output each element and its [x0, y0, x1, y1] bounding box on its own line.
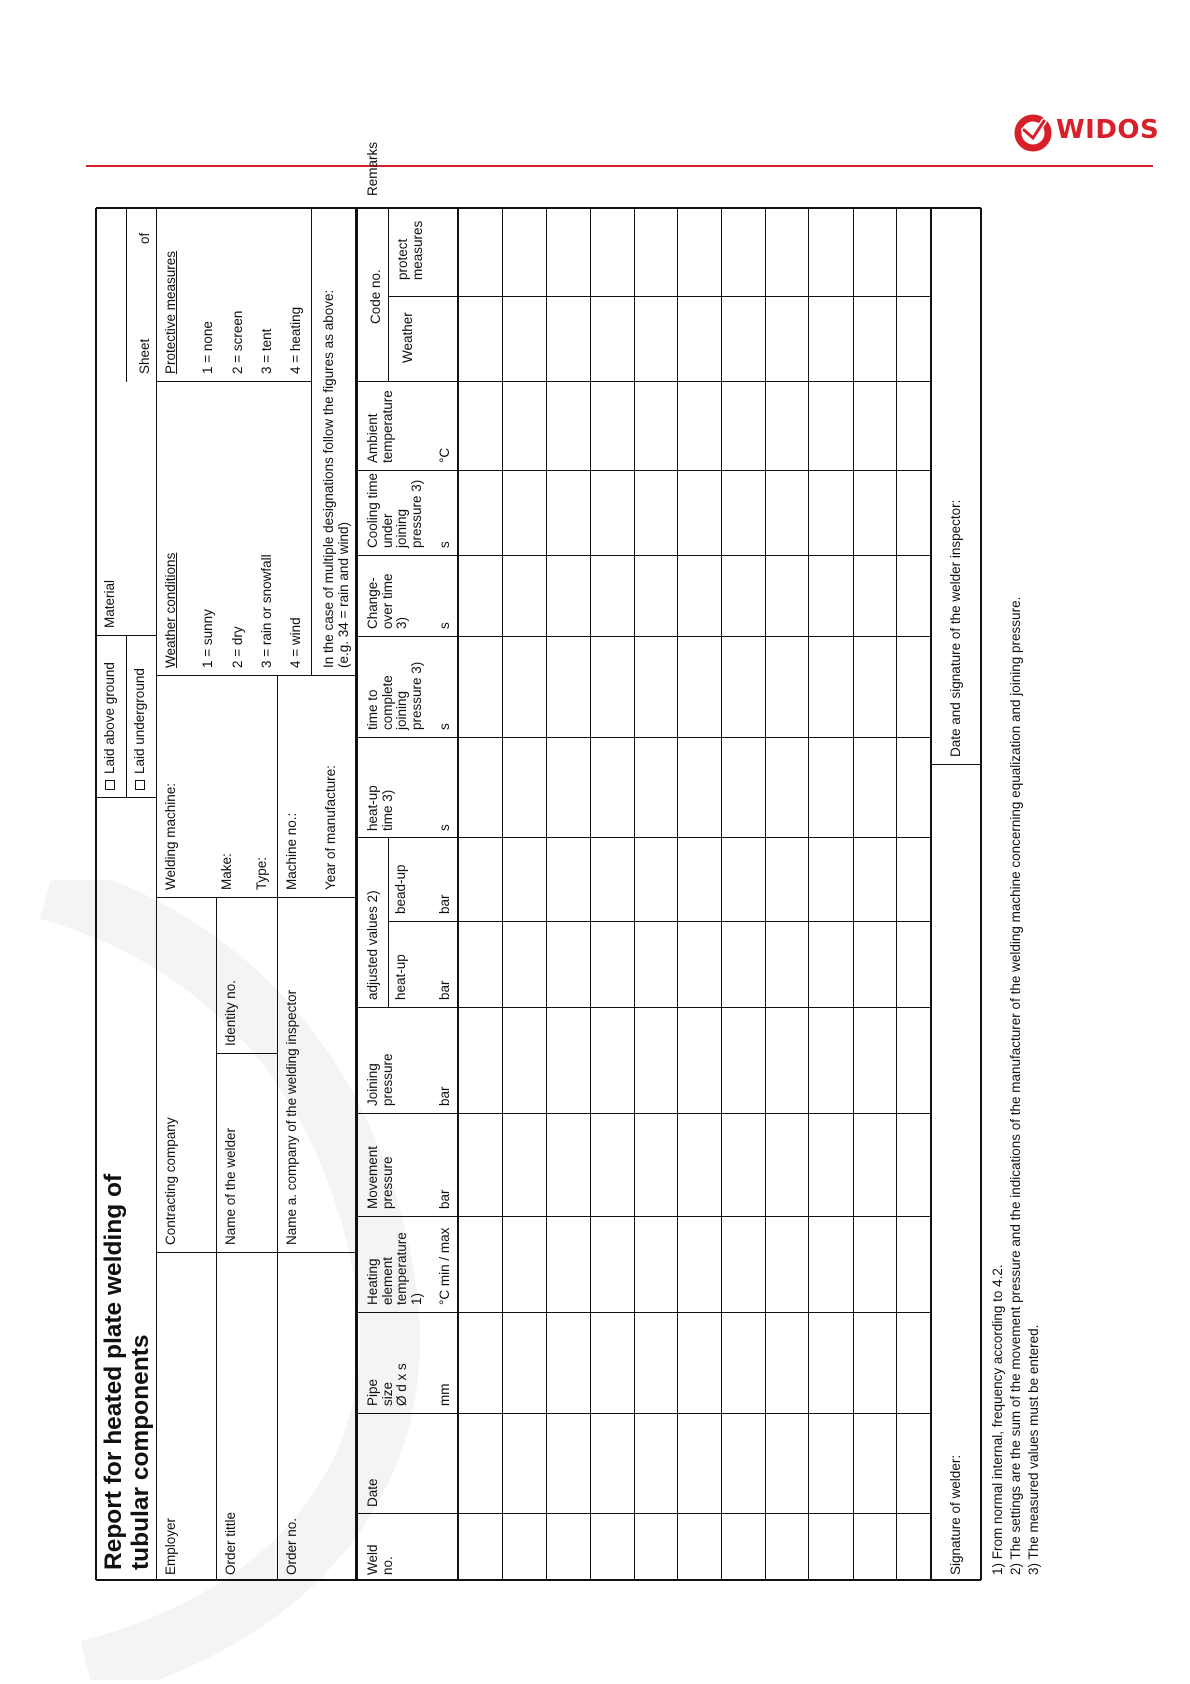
- widos-logo-icon: [1013, 113, 1053, 153]
- unit-s: s: [437, 723, 452, 730]
- col-bead-up: bead-up: [393, 864, 408, 914]
- col-code-no: Code no.: [368, 269, 383, 324]
- multiple-designations-note: In the case of multiple designations follow the figures as above: (e.g. 34 = rain and wind): [321, 289, 351, 668]
- grid-line: [356, 1217, 931, 1218]
- signature-welder-label: Signature of welder:: [948, 1454, 963, 1575]
- grid-line: [126, 636, 127, 798]
- checkbox-icon: [105, 780, 115, 790]
- laid-above-checkbox[interactable]: [103, 662, 118, 790]
- col-heat-up: heat-up: [393, 954, 408, 1000]
- protective-item: 3 = tent: [259, 328, 274, 374]
- unit-temp: °C min / max: [437, 1227, 452, 1305]
- grid-line: [356, 1114, 931, 1115]
- unit-celsius: °C: [437, 447, 452, 463]
- welding-report-form: [96, 141, 1059, 1580]
- grid-line: [356, 838, 931, 839]
- col-change-over: Change- over time 3): [365, 573, 410, 629]
- laid-under-checkbox[interactable]: [133, 668, 148, 790]
- grid-line: [156, 208, 157, 1580]
- col-heat-up-time: heat-up time 3): [365, 785, 395, 831]
- col-movement-pressure: Movement pressure: [365, 1145, 395, 1209]
- col-heating-temp: Heating element temperature 1): [365, 1232, 424, 1305]
- table-row: [677, 208, 678, 1580]
- page-title: Report for heated plate welding of tubular components: [100, 1173, 155, 1570]
- employer-label: Employer: [163, 1517, 178, 1575]
- unit-s: s: [437, 622, 452, 629]
- welding-machine-label: Welding machine:: [163, 782, 178, 890]
- protective-item: 2 = screen: [230, 310, 245, 374]
- grid-line: [356, 738, 931, 739]
- form-border: [96, 207, 981, 209]
- weather-item: 2 = dry: [230, 626, 245, 668]
- grid-line: [356, 1414, 931, 1415]
- grid-line: [931, 765, 981, 766]
- weather-conditions-title: Weather conditions: [163, 552, 178, 668]
- col-weather: Weather: [400, 312, 415, 363]
- signature-inspector-label: Date and signature of the welder inspector:: [948, 499, 963, 757]
- grid-line: [388, 297, 931, 298]
- protective-measures-title: Protective measures: [163, 250, 178, 374]
- contracting-company-label: Contracting company: [163, 1117, 178, 1245]
- unit-bar: bar: [437, 980, 452, 1000]
- col-date: Date: [365, 1478, 380, 1507]
- grid-line: [356, 637, 931, 638]
- unit-bar: bar: [437, 1189, 452, 1209]
- grid-line: [930, 208, 932, 1580]
- laid-above-label: Laid above ground: [102, 662, 117, 774]
- unit-bar: bar: [437, 894, 452, 914]
- brand-name: WIDOS: [1056, 115, 1160, 145]
- unit-s: s: [437, 824, 452, 831]
- col-joining-pressure: Joining pressure: [365, 1053, 395, 1106]
- order-no-label: Order no.: [284, 1517, 299, 1575]
- table-row: [590, 208, 591, 1580]
- col-protect-measures: protect measures: [395, 220, 425, 280]
- col-ambient-temp: Ambient temperature: [365, 390, 395, 463]
- inspector-company-label: Name a. company of the welding inspector: [284, 989, 299, 1245]
- sheet-label: Sheet: [137, 338, 152, 374]
- protective-item: 4 = heating: [288, 306, 303, 374]
- table-row: [721, 208, 722, 1580]
- protective-item: 1 = none: [200, 321, 215, 374]
- unit-bar: bar: [437, 1086, 452, 1106]
- col-weld-no: Weld no.: [365, 1544, 395, 1575]
- table-row: [896, 208, 897, 1580]
- grid-line: [126, 208, 127, 382]
- footnote: 3) The measured values must be entered.: [1026, 1324, 1041, 1575]
- unit-s: s: [437, 541, 452, 548]
- header-rule: [86, 165, 1153, 167]
- table-row: [634, 208, 635, 1580]
- form-border: [95, 208, 97, 1580]
- grid-line: [356, 556, 931, 557]
- grid-line: [216, 898, 217, 1580]
- weather-item: 3 = rain or snowfall: [259, 554, 274, 668]
- table-top-rule: [355, 208, 358, 1580]
- grid-line: [156, 1253, 356, 1254]
- grid-line: [277, 898, 278, 1580]
- col-remarks: Remarks: [365, 141, 380, 196]
- grid-line: [156, 898, 356, 899]
- footnote: 2) The settings are the sum of the movement pressure and the indications of the manufacturer of the welding machine concerning equalization and joining pressure.: [1008, 596, 1023, 1575]
- grid-line: [356, 1008, 931, 1009]
- grid-line: [216, 1054, 277, 1055]
- checkbox-icon: [135, 780, 145, 790]
- laid-under-label: Laid underground: [132, 668, 147, 774]
- footnote: 1) From normal internal, frequency according to 4.2.: [990, 1264, 1005, 1575]
- grid-line: [356, 1514, 931, 1515]
- year-manufacture-label: Year of manufacture:: [323, 765, 338, 890]
- col-time-complete: time to complete joining pressure 3): [365, 661, 424, 730]
- col-pipe-size: Pipe size Ø d x s: [365, 1363, 410, 1406]
- grid-line: [156, 382, 311, 383]
- form-border: [980, 208, 982, 1580]
- widos-logo: [1013, 113, 1160, 153]
- grid-line: [356, 382, 931, 383]
- unit-mm: mm: [437, 1383, 452, 1406]
- grid-line: [356, 471, 931, 472]
- table-row: [853, 208, 854, 1580]
- col-adjusted-values: adjusted values 2): [365, 890, 380, 1000]
- grid-line: [277, 676, 278, 898]
- grid-line: [156, 676, 356, 677]
- weather-item: 1 = sunny: [200, 609, 215, 668]
- material-label: Material: [102, 579, 117, 628]
- type-label: Type:: [254, 856, 269, 890]
- table-row: [765, 208, 766, 1580]
- grid-line: [356, 1313, 931, 1314]
- order-title-label: Order tittle: [223, 1511, 238, 1575]
- table-header-rule: [457, 208, 459, 1580]
- make-label: Make:: [219, 853, 234, 890]
- machine-no-label: Machine no.:: [284, 812, 299, 890]
- form-border: [96, 1579, 981, 1581]
- identity-no-label: Identity no.: [223, 979, 238, 1046]
- grid-line: [388, 922, 931, 923]
- grid-line: [388, 838, 389, 1008]
- table-row: [808, 208, 809, 1580]
- of-label: of: [137, 232, 152, 244]
- table-row: [502, 208, 503, 1580]
- grid-line: [311, 208, 312, 676]
- col-cooling-time: Cooling time under joining pressure 3): [365, 472, 424, 548]
- name-welder-label: Name of the welder: [223, 1127, 238, 1245]
- weather-item: 4 = wind: [288, 617, 303, 668]
- table-row: [546, 208, 547, 1580]
- grid-line: [388, 208, 389, 382]
